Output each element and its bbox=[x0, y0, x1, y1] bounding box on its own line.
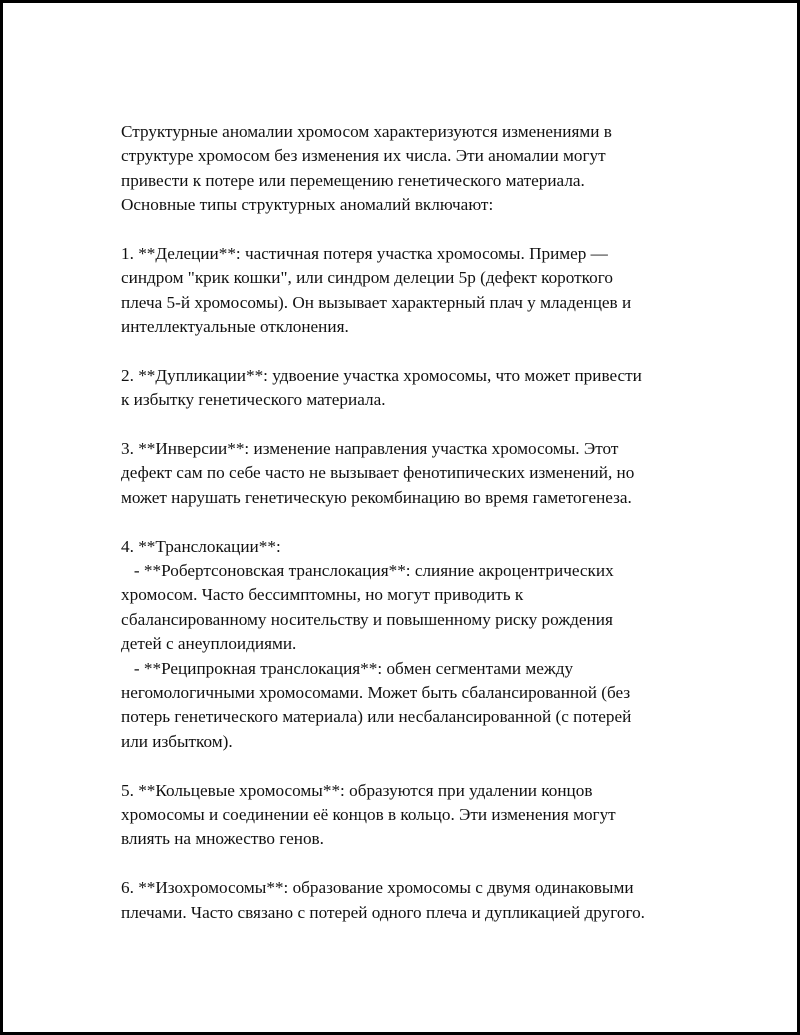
text-line: привести к потере или перемещению генетического материала. bbox=[121, 170, 585, 190]
document-body bbox=[121, 120, 691, 925]
text-line: синдром "крик кошки", или синдром делеции 5p (дефект короткого bbox=[121, 268, 613, 288]
text-line: детей с анеуплоидиями. bbox=[121, 634, 297, 654]
item-duplications bbox=[121, 364, 691, 413]
text-line: 6. **Изохромосомы**: образование хромосомы с двумя одинаковыми bbox=[121, 878, 634, 898]
text-line: влиять на множество генов. bbox=[121, 829, 324, 849]
item-deletions bbox=[121, 242, 691, 340]
paragraph-spacer bbox=[121, 340, 691, 364]
item-isochromosomes bbox=[121, 876, 691, 925]
text-line: может нарушать генетическую рекомбинацию во время гаметогенеза. bbox=[121, 487, 632, 507]
text-line: сбалансированному носительству и повышенному риску рождения bbox=[121, 609, 613, 629]
text-line: дефект сам по себе часто не вызывает фенотипических изменений, но bbox=[121, 463, 635, 483]
paragraph-spacer bbox=[121, 754, 691, 778]
text-line: потерь генетического материала) или несбалансированной (с потерей bbox=[121, 707, 632, 727]
text-line: негомологичными хромосомами. Может быть сбалансированной (без bbox=[121, 682, 631, 702]
intro-paragraph bbox=[121, 120, 691, 218]
text-line: - **Реципрокная транслокация**: обмен сегментами между bbox=[121, 658, 574, 678]
text-line: 4. **Транслокации**: bbox=[121, 536, 281, 556]
paragraph-spacer bbox=[121, 218, 691, 242]
text-line: - **Робертсоновская транслокация**: слияние акроцентрических bbox=[121, 561, 614, 581]
text-line: 1. **Делеции**: частичная потеря участка хромосомы. Пример — bbox=[121, 243, 608, 263]
text-line: к избытку генетического материала. bbox=[121, 390, 386, 410]
item-ring-chromosomes bbox=[121, 779, 691, 852]
text-line: плечами. Часто связано с потерей одного плеча и дупликацией другого. bbox=[121, 902, 645, 922]
item-translocations bbox=[121, 535, 691, 755]
text-line: интеллектуальные отклонения. bbox=[121, 317, 349, 337]
text-line: 3. **Инверсии**: изменение направления участка хромосомы. Этот bbox=[121, 439, 619, 459]
text-line: Основные типы структурных аномалий включают: bbox=[121, 195, 494, 215]
paragraph-spacer bbox=[121, 413, 691, 437]
paragraph-spacer bbox=[121, 852, 691, 876]
text-line: 5. **Кольцевые хромосомы**: образуются при удалении концов bbox=[121, 780, 593, 800]
text-line: хромосомы и соединении её концов в кольцо. Эти изменения могут bbox=[121, 804, 616, 824]
text-line: или избытком). bbox=[121, 731, 233, 751]
text-line: плеча 5-й хромосомы). Он вызывает характерный плач у младенцев и bbox=[121, 292, 632, 312]
paragraph-spacer bbox=[121, 510, 691, 534]
text-line: Структурные аномалии хромосом характеризуются изменениями в bbox=[121, 122, 612, 141]
item-inversions bbox=[121, 437, 691, 510]
text-line: хромосом. Часто бессимптомны, но могут приводить к bbox=[121, 585, 524, 605]
text-line: 2. **Дупликации**: удвоение участка хромосомы, что может привести bbox=[121, 365, 642, 385]
text-line: структуре хромосом без изменения их числа. Эти аномалии могут bbox=[121, 146, 606, 166]
